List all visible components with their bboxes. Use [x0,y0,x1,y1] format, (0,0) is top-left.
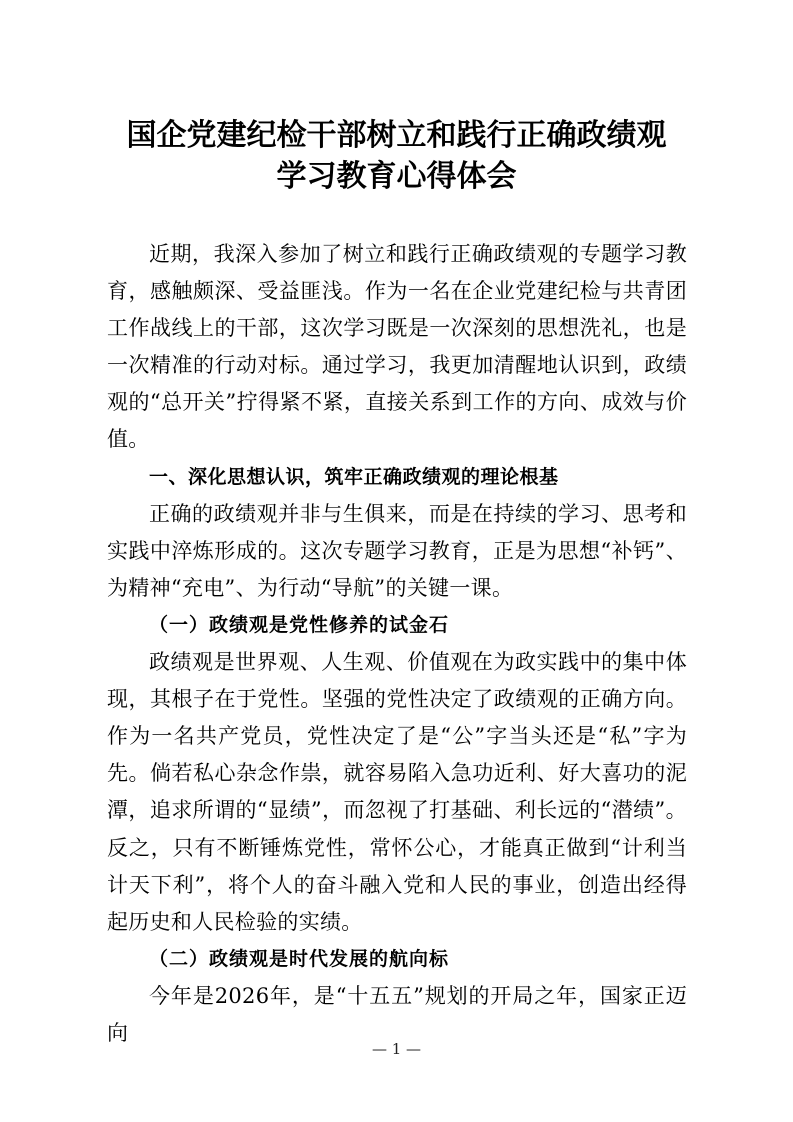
page-number: — 1 — [371,1040,422,1058]
subsection-2-paragraph: 今年是2026年，是“十五五”规划的开局之年，国家正迈向 [107,983,687,1045]
section-1-heading: 一、深化思想认识，筑牢正确政绩观的理论根基 [149,465,559,488]
document-title-line-1: 国企党建纪检干部树立和践行正确政绩观 [126,118,667,153]
document-body [107,236,687,1052]
subsection-1-paragraph: 政绩观是世界观、人生观、价值观在为政实践中的集中体现，其根子在于党性。坚强的党性决定了政绩观的正确方向。作为一名共产党员，党性决定了是“公”字当头还是“私”字为先。倘若私心杂念作祟，就容易陷入急功近利、好大喜功的泥潭，追求所谓的“显绩”，而忽视了打基础、利长远的“潜绩”。反之，只有不断锤炼党性，常怀公心，才能真正做到“计利当计天下利”，将个人的奋斗融入党和人民的事业，创造出经得起历史和人民检验的实绩。 [107,650,687,934]
document-title-line-2: 学习教育心得体会 [276,159,517,194]
intro-paragraph: 近期，我深入参加了树立和践行正确政绩观的专题学习教育，感触颇深、受益匪浅。作为一名在企业党建纪检与共青团工作战线上的干部，这次学习既是一次深刻的思想洗礼，也是一次精准的行动对标。通过学习，我更加清醒地认识到，政绩观的“总开关”拧得紧不紧，直接关系到工作的方向、成效与价值。 [107,242,687,452]
section-1-paragraph: 正确的政绩观并非与生俱来，而是在持续的学习、思考和实践中淬炼形成的。这次专题学习教育，正是为思想“补钙”、为精神“充电”、为行动“导航”的关键一课。 [107,501,687,600]
subsection-2-heading: （二）政绩观是时代发展的航向标 [149,947,450,970]
subsection-1-heading: （一）政绩观是党性修养的试金石 [149,613,450,636]
